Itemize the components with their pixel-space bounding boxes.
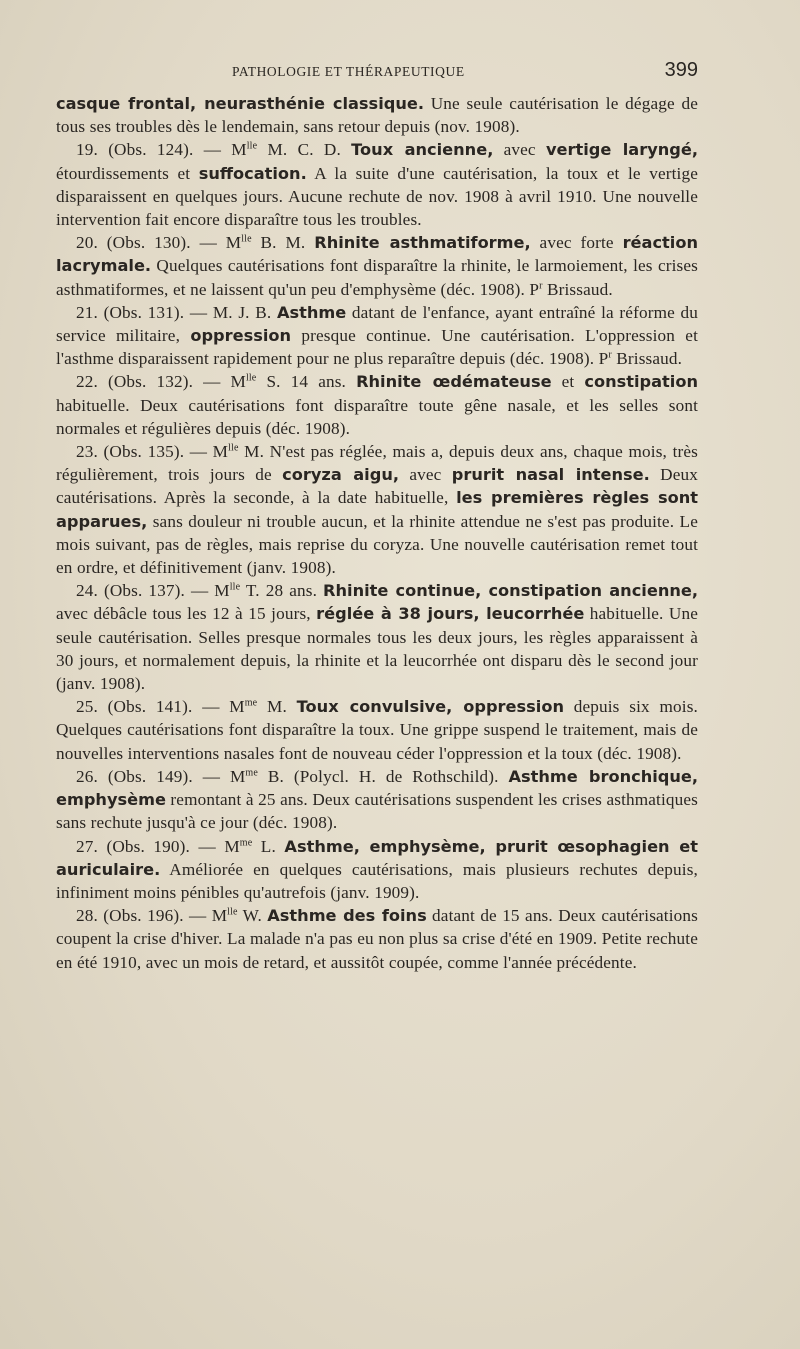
paragraph [56, 695, 698, 765]
superscript: r [539, 279, 543, 291]
bold-phrase: Rhinite continue, constipation ancienne, [323, 581, 698, 601]
superscript: me [245, 767, 258, 779]
text-run: 26. (Obs. 149). — M [76, 766, 246, 786]
text-run: Deux cautérisations. Après la seconde, à la date habituelle, [56, 465, 698, 508]
text-run: remontant à 25 ans. Deux cautérisations suspendent les crises asthmatiques sans rechute jusqu'à ce jour (déc. 1908). [56, 790, 698, 833]
paragraph [56, 579, 698, 695]
bold-phrase: Toux ancienne, [351, 140, 494, 160]
text-run: 21. (Obs. 131). — M. J. B. [76, 302, 277, 322]
text-run: 23. (Obs. 135). — M [76, 442, 229, 462]
text-run: M. [257, 697, 297, 717]
paragraph [56, 231, 698, 301]
superscript: lle [229, 581, 241, 593]
text-run: Quelques cautérisations font disparaître la rhinite, le larmoiement, les crises asthmatiformes, et ne laissent qu'un peu d'emphysème (déc. 1908). P [56, 256, 698, 299]
bold-phrase: coryza aigu, [282, 465, 399, 485]
text-run: B. M. [251, 233, 315, 253]
text-run: L. [252, 836, 285, 856]
superscript: r [608, 349, 612, 361]
paragraph [56, 904, 698, 974]
text-run: habituelle. Une seule cautérisation. Selles presque normales tous les deux jours, les règles apparaissent à 30 jours, et normalement depuis, la rhinite et la leucorrhée ont disparu dès le second jour (janv. 1908). [56, 604, 698, 694]
paragraph [56, 92, 698, 138]
bold-phrase: réglée à 38 jours, leucorrhée [316, 604, 585, 624]
text-run: Améliorée en quelques cautérisations, mais plusieurs rechutes depuis, infiniment moins pénibles qu'autrefois (janv. 1909). [56, 859, 698, 902]
text-run: avec débâcle tous les 12 à 15 jours, [56, 604, 317, 624]
text-run: étourdissements et [56, 163, 199, 183]
bold-phrase: prurit nasal intense. [451, 465, 650, 485]
text-run: S. 14 ans. [256, 372, 357, 392]
text-run: Brissaud. [611, 349, 683, 369]
text-run: avec [399, 465, 452, 485]
bold-phrase: Rhinite asthmatiforme, [314, 233, 531, 253]
text-run: habituelle. Deux cautérisations font disparaître toute gêne nasale, et les selles sont normales et régulières depuis (déc. 1908). [56, 395, 698, 438]
document-page [56, 58, 698, 974]
text-run: 19. (Obs. 124). — M [76, 140, 247, 160]
text-run: M. C. D. [257, 140, 352, 160]
paragraph [56, 301, 698, 371]
bold-phrase: casque frontal, neurasthénie classique. [56, 94, 424, 113]
paragraph [56, 440, 698, 579]
running-title: PATHOLOGIE ET THÉRAPEUTIQUE [232, 64, 465, 79]
text-run: B. (Polycl. H. de Rothschild). [257, 766, 509, 786]
text-run: avec [493, 140, 546, 160]
bold-phrase: suffocation. [198, 163, 307, 183]
bold-phrase: les premières règles sont apparues, [56, 488, 699, 531]
paragraph [56, 835, 698, 905]
text-run: presque continue. Une cautérisation. L'oppression et l'asthme disparaissent rapidement pour ne plus reparaître depuis (déc. 1908). P [56, 326, 698, 369]
text-run: sans douleur ni trouble aucun, et la rhinite attendue ne s'est pas produite. Le mois suivant, pas de règles, mais reprise du coryza. Une nouvelle cautérisation remet tout en ordre, et définitivement (janv. 1908). [56, 511, 698, 578]
text-run: 20. (Obs. 130). — M [76, 233, 242, 253]
text-run: et [551, 372, 585, 392]
bold-phrase: oppression [190, 326, 292, 346]
text-run: 28. (Obs. 196). — M [76, 906, 228, 926]
bold-phrase: Asthme bronchique, emphysème [56, 766, 699, 810]
superscript: me [244, 697, 258, 709]
bold-phrase: réaction lacrymale. [56, 233, 698, 276]
paragraph [56, 138, 698, 231]
text-run: Une seule cautérisation le dégage de tous ses troubles dès le lendemain, sans retour depuis (nov. 1908). [56, 94, 698, 137]
text-run: datant de 15 ans. Deux cautérisations coupent la crise d'hiver. La malade n'a pas eu non plus sa crise d'été en 1909. Petite rechute en été 1910, avec un mois de retard, et aussitôt coupée, comme l'année précédente. [56, 906, 698, 972]
superscript: lle [246, 140, 258, 152]
paragraph [56, 765, 698, 835]
text-run: 25. (Obs. 141). — M [76, 697, 245, 717]
text-run: depuis six mois. Quelques cautérisations font disparaître la toux. Une grippe suspend le traitement, mais de nouvelles interventions nasales font de nouveau céder l'oppression et la toux (déc. 1908). [56, 697, 698, 763]
text-run: A la suite d'une cautérisation, la toux et le vertige disparaissent en quelques jours. Aucune rechute de nov. 1908 à avril 1910. Une nouvelle intervention fait encore disparaître tous les troubles. [56, 163, 698, 230]
body-text [56, 92, 698, 974]
bold-phrase: Asthme des foins [267, 906, 427, 926]
text-run: 24. (Obs. 137). — M [76, 581, 230, 601]
page-number: 399 [664, 59, 698, 81]
bold-phrase: Rhinite œdémateuse [356, 372, 552, 392]
bold-phrase: vertige laryngé, [545, 140, 698, 160]
text-run: 22. (Obs. 132). — M [76, 372, 246, 392]
bold-phrase: Asthme, emphysème, prurit œsophagien et auriculaire. [56, 836, 698, 879]
text-run: W. [237, 906, 268, 926]
text-run: 27. (Obs. 190). — M [76, 836, 240, 856]
bold-phrase: constipation [584, 372, 698, 392]
text-run: T. 28 ans. [240, 581, 324, 601]
bold-phrase: Toux convulsive, oppression [296, 697, 564, 717]
superscript: me [239, 836, 253, 848]
text-run: Brissaud. [542, 279, 613, 299]
page-header [56, 58, 698, 92]
superscript: lle [245, 372, 257, 384]
text-run: datant de l'enfance, ayant entraîné la réforme du service militaire, [56, 302, 698, 346]
superscript: lle [241, 233, 252, 245]
superscript: lle [227, 906, 238, 918]
bold-phrase: Asthme [276, 302, 347, 322]
superscript: lle [228, 442, 239, 454]
text-run: avec forte [530, 233, 623, 253]
paragraph [56, 370, 698, 440]
text-run: M. N'est pas réglée, mais a, depuis deux ans, chaque mois, très régulièrement, trois jours de [56, 442, 698, 485]
